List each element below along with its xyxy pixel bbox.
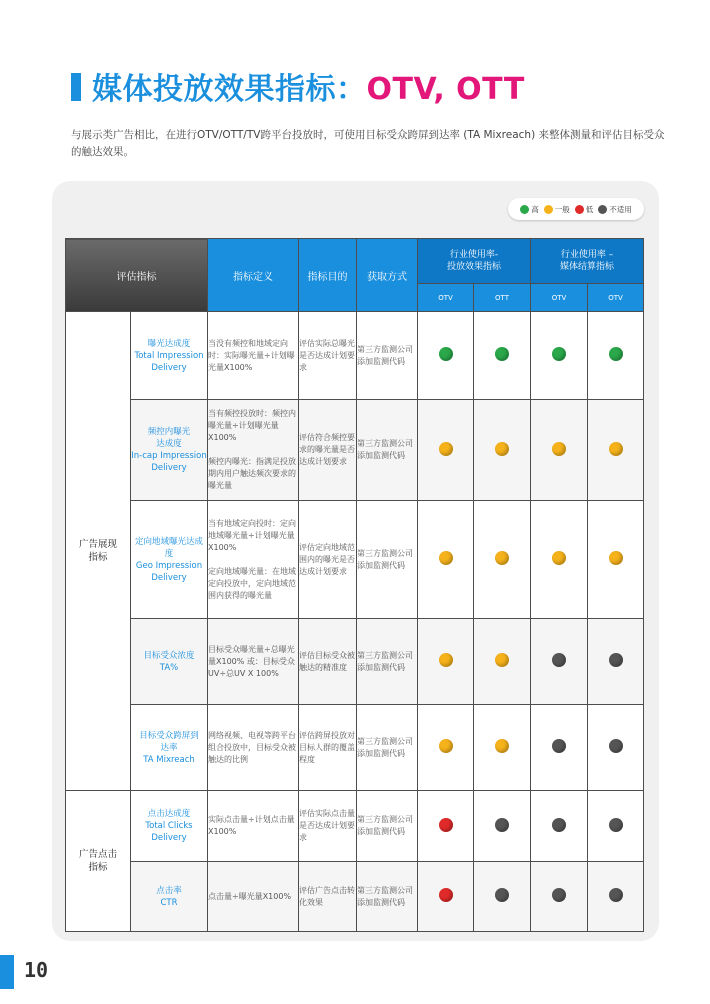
table-row <box>66 400 644 501</box>
metric-method: 第三方监测公司添加监测代码 <box>357 862 418 932</box>
table-row <box>66 619 644 705</box>
usage-dot-icon <box>495 739 509 753</box>
usage-dot-icon <box>552 739 566 753</box>
usage-cell <box>418 705 474 791</box>
usage-cell <box>474 312 531 400</box>
metric-name: 目标受众浓度 TA% <box>131 619 208 705</box>
usage-dot-icon <box>439 442 453 456</box>
legend-label: 高 <box>531 204 539 214</box>
usage-dot-icon <box>609 442 623 456</box>
metric-method: 第三方监测公司添加监测代码 <box>357 619 418 705</box>
usage-dot-icon <box>495 442 509 456</box>
usage-dot-icon <box>552 888 566 902</box>
metric-definition: 目标受众曝光量÷总曝光量X100% 或：目标受众UV÷总UV X 100% <box>208 619 299 705</box>
metric-name: 目标受众跨屏到 达率 TA Mixreach <box>131 705 208 791</box>
header-sub-otv: OTV <box>531 284 588 312</box>
usage-dot-icon <box>495 347 509 361</box>
usage-cell <box>531 791 588 862</box>
usage-cell <box>418 862 474 932</box>
green-dot-icon <box>520 205 529 214</box>
usage-cell <box>588 791 644 862</box>
legend-item <box>598 204 632 215</box>
usage-dot-icon <box>439 347 453 361</box>
title-accent-bar <box>71 73 81 101</box>
category-cell: 广告点击 指标 <box>66 791 131 932</box>
metric-purpose: 评估实际总曝光是否达成计划要求 <box>299 312 357 400</box>
table-row <box>66 312 644 400</box>
table-row <box>66 705 644 791</box>
header-method: 获取方式 <box>357 239 418 312</box>
usage-cell <box>531 862 588 932</box>
usage-dot-icon <box>552 818 566 832</box>
usage-cell <box>418 400 474 501</box>
usage-dot-icon <box>552 347 566 361</box>
usage-cell <box>588 400 644 501</box>
metric-method: 第三方监测公司添加监测代码 <box>357 501 418 619</box>
category-cell: 广告展现 指标 <box>66 312 131 791</box>
usage-cell <box>474 619 531 705</box>
page-title <box>92 64 525 108</box>
usage-dot-icon <box>609 653 623 667</box>
header-sub-otv: OTV <box>418 284 474 312</box>
usage-cell <box>531 501 588 619</box>
metric-purpose: 评估广告点击转化效果 <box>299 862 357 932</box>
usage-dot-icon <box>439 888 453 902</box>
usage-dot-icon <box>609 888 623 902</box>
metric-name: 定向地域曝光达成度 Geo Impression Delivery <box>131 501 208 619</box>
usage-cell <box>474 791 531 862</box>
header-purpose: 指标目的 <box>299 239 357 312</box>
legend-label: 不适用 <box>609 204 632 214</box>
header-sub-ott: OTT <box>474 284 531 312</box>
usage-dot-icon <box>552 442 566 456</box>
usage-dot-icon <box>439 653 453 667</box>
page-marker <box>0 955 14 989</box>
usage-cell <box>418 501 474 619</box>
legend-label: 低 <box>585 204 594 214</box>
usage-dot-icon <box>609 818 623 832</box>
usage-dot-icon <box>439 818 453 832</box>
header-group-delivery: 行业使用率- 投放效果指标 <box>418 239 531 284</box>
metric-method: 第三方监测公司添加监测代码 <box>357 791 418 862</box>
usage-dot-icon <box>439 739 453 753</box>
usage-cell <box>531 705 588 791</box>
usage-cell <box>474 705 531 791</box>
gray-dot-icon <box>598 205 607 214</box>
usage-dot-icon <box>495 551 509 565</box>
legend <box>508 198 644 220</box>
metric-method: 第三方监测公司添加监测代码 <box>357 705 418 791</box>
usage-dot-icon <box>609 347 623 361</box>
legend-item <box>544 204 570 215</box>
metric-purpose: 评估符合频控要求的曝光量是否达成计划要求 <box>299 400 357 501</box>
metric-name: 曝光达成度 Total Impression Delivery <box>131 312 208 400</box>
metric-purpose: 评估实际点击量是否达成计划要求 <box>299 791 357 862</box>
usage-dot-icon <box>495 653 509 667</box>
metric-definition: 当有地域定向投时：定向地域曝光量÷计划曝光量X100% 定向地域曝光量：在地域定向投放中，定向地域范围内获得的曝光量 <box>208 501 299 619</box>
usage-dot-icon <box>609 551 623 565</box>
metric-purpose: 评估跨屏投放对目标人群的覆盖程度 <box>299 705 357 791</box>
yellow-dot-icon <box>544 205 553 214</box>
metric-definition: 当有频控投放时：频控内曝光量÷计划曝光量X100% 频控内曝光：指满足投放期内用户触达频次要求的曝光量 <box>208 400 299 501</box>
usage-cell <box>531 312 588 400</box>
header-definition: 指标定义 <box>208 239 299 312</box>
usage-dot-icon <box>609 739 623 753</box>
legend-item <box>520 204 539 215</box>
intro-paragraph: 与展示类广告相比，在进行OTV/OTT/TV跨平台投放时，可使用目标受众跨屏到达率 (TA Mixreach) 来整体测量和评估目标受众的触达效果。 <box>71 129 665 158</box>
metric-definition: 网络视频、电视等跨平台组合投放中，目标受众被触达的比例 <box>208 705 299 791</box>
usage-cell <box>531 400 588 501</box>
metric-definition: 点击量÷曝光量X100% <box>208 862 299 932</box>
metric-name: 频控内曝光 达成度 In-cap Impression Delivery <box>131 400 208 501</box>
page-number: 10 <box>24 958 49 982</box>
page-title-main: 媒体投放效果指标： <box>92 72 367 107</box>
usage-cell <box>588 862 644 932</box>
metric-name: 点击率 CTR <box>131 862 208 932</box>
metric-method: 第三方监测公司添加监测代码 <box>357 400 418 501</box>
usage-dot-icon <box>439 551 453 565</box>
usage-cell <box>418 791 474 862</box>
usage-cell <box>474 400 531 501</box>
usage-cell <box>474 862 531 932</box>
metric-name: 点击达成度 Total Clicks Delivery <box>131 791 208 862</box>
usage-dot-icon <box>552 653 566 667</box>
table-row <box>66 501 644 619</box>
metric-definition: 当没有频控和地域定向时：实际曝光量÷计划曝光量X100% <box>208 312 299 400</box>
table-row <box>66 862 644 932</box>
metric-purpose: 评估目标受众被触达的精准度 <box>299 619 357 705</box>
usage-cell <box>588 501 644 619</box>
usage-dot-icon <box>495 818 509 832</box>
red-dot-icon <box>575 205 584 214</box>
metrics-table <box>65 238 644 932</box>
metric-definition: 实际点击量÷计划点击量X100% <box>208 791 299 862</box>
usage-cell <box>531 619 588 705</box>
usage-cell <box>588 619 644 705</box>
legend-item <box>575 204 594 215</box>
usage-cell <box>418 312 474 400</box>
usage-cell <box>588 705 644 791</box>
usage-cell <box>474 501 531 619</box>
header-eval-metric: 评估指标 <box>66 239 208 312</box>
header-sub-otv: OTV <box>588 284 644 312</box>
usage-cell <box>588 312 644 400</box>
legend-label: 一般 <box>554 204 570 214</box>
usage-dot-icon <box>495 888 509 902</box>
header-group-settlement: 行业使用率 – 媒体结算指标 <box>531 239 644 284</box>
metric-purpose: 评估定向地域范围内的曝光是否达成计划要求 <box>299 501 357 619</box>
page-title-accent: OTV, OTT <box>366 72 525 107</box>
metric-method: 第三方监测公司添加监测代码 <box>357 312 418 400</box>
table-row <box>66 791 644 862</box>
usage-cell <box>418 619 474 705</box>
usage-dot-icon <box>552 551 566 565</box>
